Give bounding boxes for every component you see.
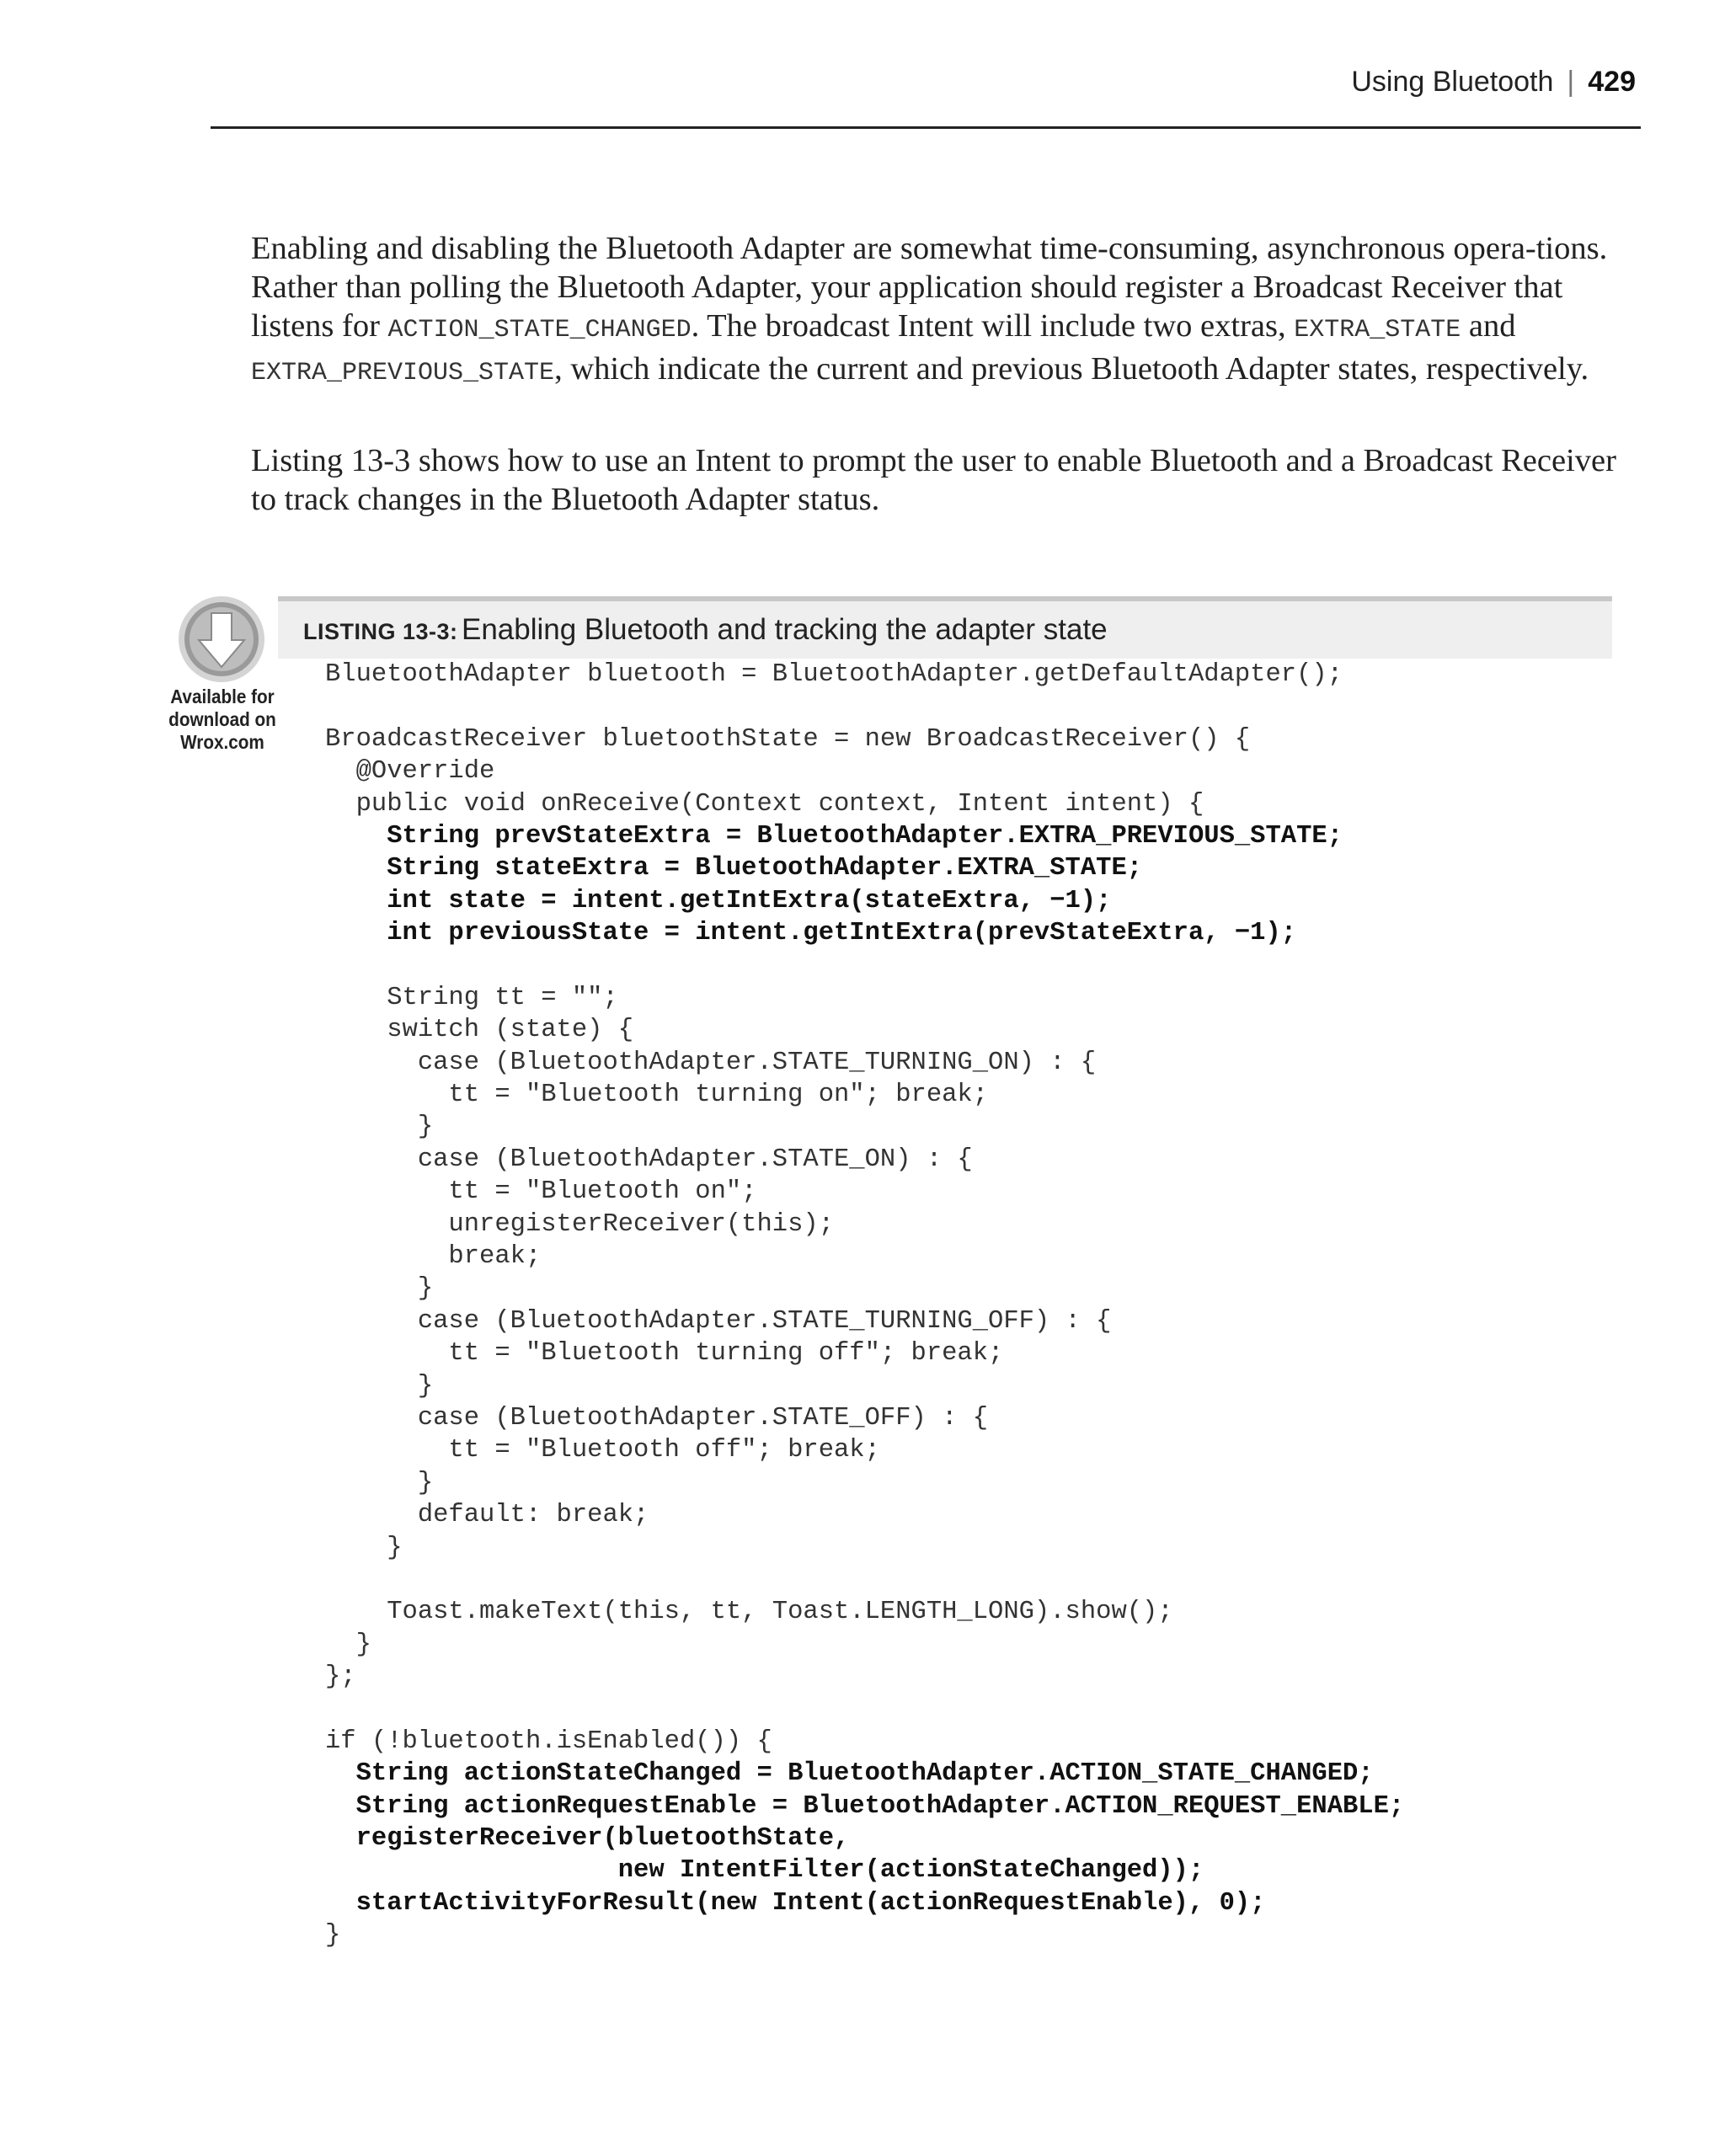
code-line: };	[325, 1662, 356, 1692]
code-line: String tt = "";	[325, 983, 618, 1012]
download-badge	[165, 595, 280, 763]
code-line: String prevStateExtra = BluetoothAdapter.EXTRA_PREVIOUS_STATE;	[325, 821, 1343, 851]
listing-title	[303, 613, 1108, 647]
code-line: case (BluetoothAdapter.STATE_OFF) : {	[325, 1403, 989, 1433]
code-line: }	[325, 1113, 434, 1142]
code-listing	[325, 659, 1404, 1952]
code-line: String stateExtra = BluetoothAdapter.EXTRA_STATE;	[325, 854, 1143, 883]
inline-code: EXTRA_STATE	[1294, 316, 1461, 344]
listing-caption: Enabling Bluetooth and tracking the adapter state	[461, 613, 1108, 646]
code-line: }	[325, 1533, 403, 1562]
badge-line: download on	[168, 708, 276, 730]
paragraph-text: Enabling and disabling the Bluetooth Adapter are somewhat time-consuming, asynchronous opera-tions. Rather than polling the Bluetooth Adapter, your application should register a Broadcast Receiver that listens for	[251, 231, 1608, 344]
paragraph-text: and	[1461, 308, 1516, 344]
code-line: case (BluetoothAdapter.STATE_TURNING_OFF) : {	[325, 1306, 1112, 1336]
code-line: BroadcastReceiver bluetoothState = new BroadcastReceiver() {	[325, 724, 1251, 754]
code-line	[325, 1564, 1404, 1596]
code-line: int state = intent.getIntExtra(stateExtra, −1);	[325, 886, 1112, 915]
code-line: }	[325, 1274, 434, 1304]
code-line: @Override	[325, 757, 495, 787]
code-line: new IntentFilter(actionStateChanged));	[325, 1856, 1204, 1886]
section-title: Using Bluetooth	[1351, 66, 1554, 98]
code-line: Toast.makeText(this, tt, Toast.LENGTH_LONG).show();	[325, 1598, 1173, 1627]
code-line	[325, 691, 1404, 723]
code-line: }	[325, 1921, 341, 1951]
paragraph-text: , which indicate the current and previous Bluetooth Adapter states, respectively.	[554, 351, 1589, 387]
paragraph-text: . The broadcast Intent will include two extras,	[691, 308, 1295, 344]
code-line: String actionStateChanged = BluetoothAdapter.ACTION_STATE_CHANGED;	[325, 1759, 1374, 1789]
inline-code: EXTRA_PREVIOUS_STATE	[251, 359, 555, 387]
code-line: BluetoothAdapter bluetooth = BluetoothAdapter.getDefaultAdapter();	[325, 660, 1343, 689]
code-line: unregisterReceiver(this);	[325, 1209, 834, 1239]
code-line: startActivityForResult(new Intent(actionRequestEnable), 0);	[325, 1888, 1266, 1918]
header-right	[1351, 66, 1636, 99]
paragraph-listing-intro: Listing 13-3 shows how to use an Intent to prompt the user to enable Bluetooth and a Broadcast Receiver to track changes in the Bluetooth Adapter status.	[251, 443, 1616, 517]
code-line: }	[325, 1468, 434, 1497]
badge-line: Available for	[170, 686, 275, 707]
code-line: tt = "Bluetooth turning off"; break;	[325, 1339, 1004, 1369]
inline-code: ACTION_STATE_CHANGED	[387, 316, 692, 344]
code-line: case (BluetoothAdapter.STATE_TURNING_ON) : {	[325, 1048, 1097, 1077]
code-line: public void onReceive(Context context, Intent intent) {	[325, 789, 1204, 819]
code-line: tt = "Bluetooth off"; break;	[325, 1436, 880, 1465]
code-line: switch (state) {	[325, 1016, 634, 1045]
code-line	[325, 950, 1404, 982]
code-line: int previousState = intent.getIntExtra(prevStateExtra, −1);	[325, 919, 1297, 948]
header-separator: |	[1567, 66, 1575, 98]
code-line: tt = "Bluetooth turning on"; break;	[325, 1081, 989, 1110]
download-arrow-icon	[177, 595, 266, 684]
code-line: String actionRequestEnable = BluetoothAdapter.ACTION_REQUEST_ENABLE;	[325, 1791, 1405, 1821]
code-line: }	[325, 1630, 371, 1659]
code-line: tt = "Bluetooth on";	[325, 1177, 757, 1207]
page-number: 429	[1588, 66, 1636, 98]
code-line: case (BluetoothAdapter.STATE_ON) : {	[325, 1145, 973, 1174]
listing-label: LISTING 13-3:	[303, 619, 458, 644]
code-line	[325, 1694, 1404, 1726]
code-line: default: break;	[325, 1501, 649, 1530]
running-header	[211, 62, 1641, 129]
badge-line: Wrox.com	[180, 731, 264, 753]
code-line: }	[325, 1371, 434, 1401]
badge-text	[165, 686, 280, 754]
code-line: registerReceiver(bluetoothState,	[325, 1824, 850, 1854]
code-line: if (!bluetooth.isEnabled()) {	[325, 1726, 772, 1756]
paragraph-bluetooth-broadcast	[251, 229, 1641, 392]
code-line: break;	[325, 1242, 542, 1272]
listing-title-bar	[278, 596, 1612, 659]
